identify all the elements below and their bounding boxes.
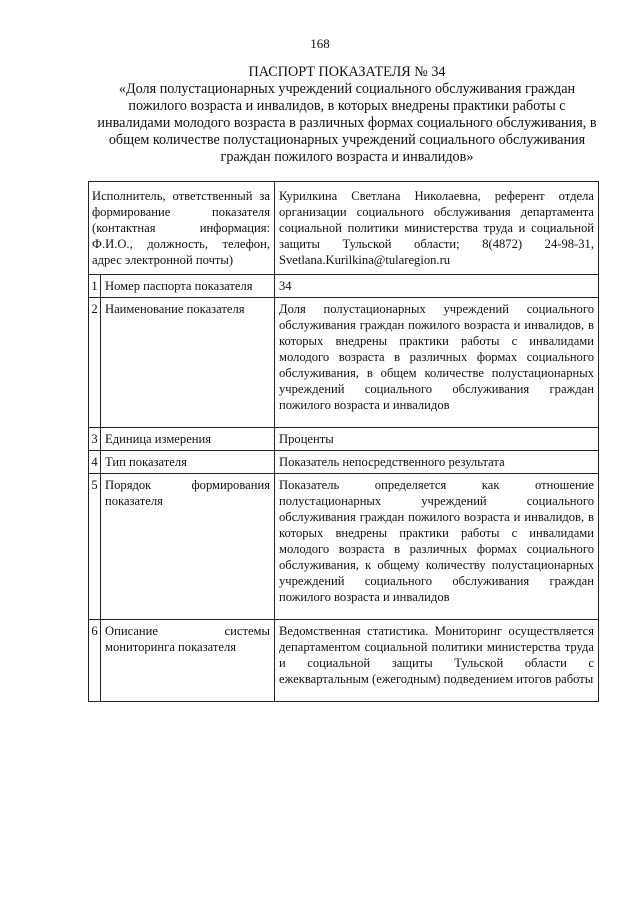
row-value: Показатель определяется как отношение полустационарных учреждений социального обслуживания граждан пожилого возраста и инвалидов, в которых внедрены практики работы с инвалидами молодого возраста в различных формах социального обслуживания, к общему количеству полустационарных учреждений социального обслуживания граждан пожилого возраста и инвалидов — [275, 474, 599, 620]
row-value: 34 — [275, 275, 599, 298]
row-value: Проценты — [275, 428, 599, 451]
row-label: Тип показателя — [101, 451, 275, 474]
row-label: Единица измерения — [101, 428, 275, 451]
row-value: Ведомственная статистика. Мониторинг осуществляется департаментом социальной политики министерства труда и социальной защиты Тульской области с ежеквартальным (ежегодным) подведением итогов работы — [275, 620, 599, 702]
table-row-executor — [89, 182, 599, 275]
row-number: 3 — [89, 428, 101, 451]
row-number: 2 — [89, 298, 101, 428]
row-value: Показатель непосредственного результата — [275, 451, 599, 474]
table-row — [89, 275, 599, 298]
row-label: Наименование показателя — [101, 298, 275, 428]
row-number: 4 — [89, 451, 101, 474]
row-number: 5 — [89, 474, 101, 620]
executor-value: Курилкина Светлана Николаевна, референт отдела организации социального обслуживания департамента социальной политики министерства труда и социальной защиты Тульской области; 8(4872) 24-98-31, Svetlana.Kurilkina@tularegion.ru — [275, 182, 599, 275]
row-label: Описание системы мониторинга показателя — [101, 620, 275, 702]
executor-label: Исполнитель, ответственный за формирование показателя (контактная информация: Ф.И.О., должность, телефон, адрес электронной почты) — [89, 182, 275, 275]
table-row — [89, 620, 599, 702]
row-number: 1 — [89, 275, 101, 298]
table-row — [89, 298, 599, 428]
row-label: Порядок формирования показателя — [101, 474, 275, 620]
indicator-passport-table — [88, 181, 599, 702]
indicator-subtitle: «Доля полустационарных учреждений социального обслуживания граждан пожилого возраста и инвалидов, в которых внедрены практики работы с инвалидами молодого возраста в различных формах социального обслуживания, в общем количестве полустационарных учреждений социального обслуживания граждан пожилого возраста и инвалидов» — [97, 81, 597, 165]
row-label: Номер паспорта показателя — [101, 275, 275, 298]
passport-title: ПАСПОРТ ПОКАЗАТЕЛЯ № 34 — [248, 64, 446, 80]
page-number: 168 — [310, 36, 330, 51]
table-row — [89, 451, 599, 474]
table-row — [89, 428, 599, 451]
row-number: 6 — [89, 620, 101, 702]
row-value: Доля полустационарных учреждений социального обслуживания граждан пожилого возраста и инвалидов, в которых внедрены практики работы с инвалидами молодого возраста в различных формах социального обслуживания, в общем количестве полустационарных учреждений социального обслуживания граждан пожилого возраста и инвалидов — [275, 298, 599, 428]
table-row — [89, 474, 599, 620]
document-header — [92, 64, 602, 166]
